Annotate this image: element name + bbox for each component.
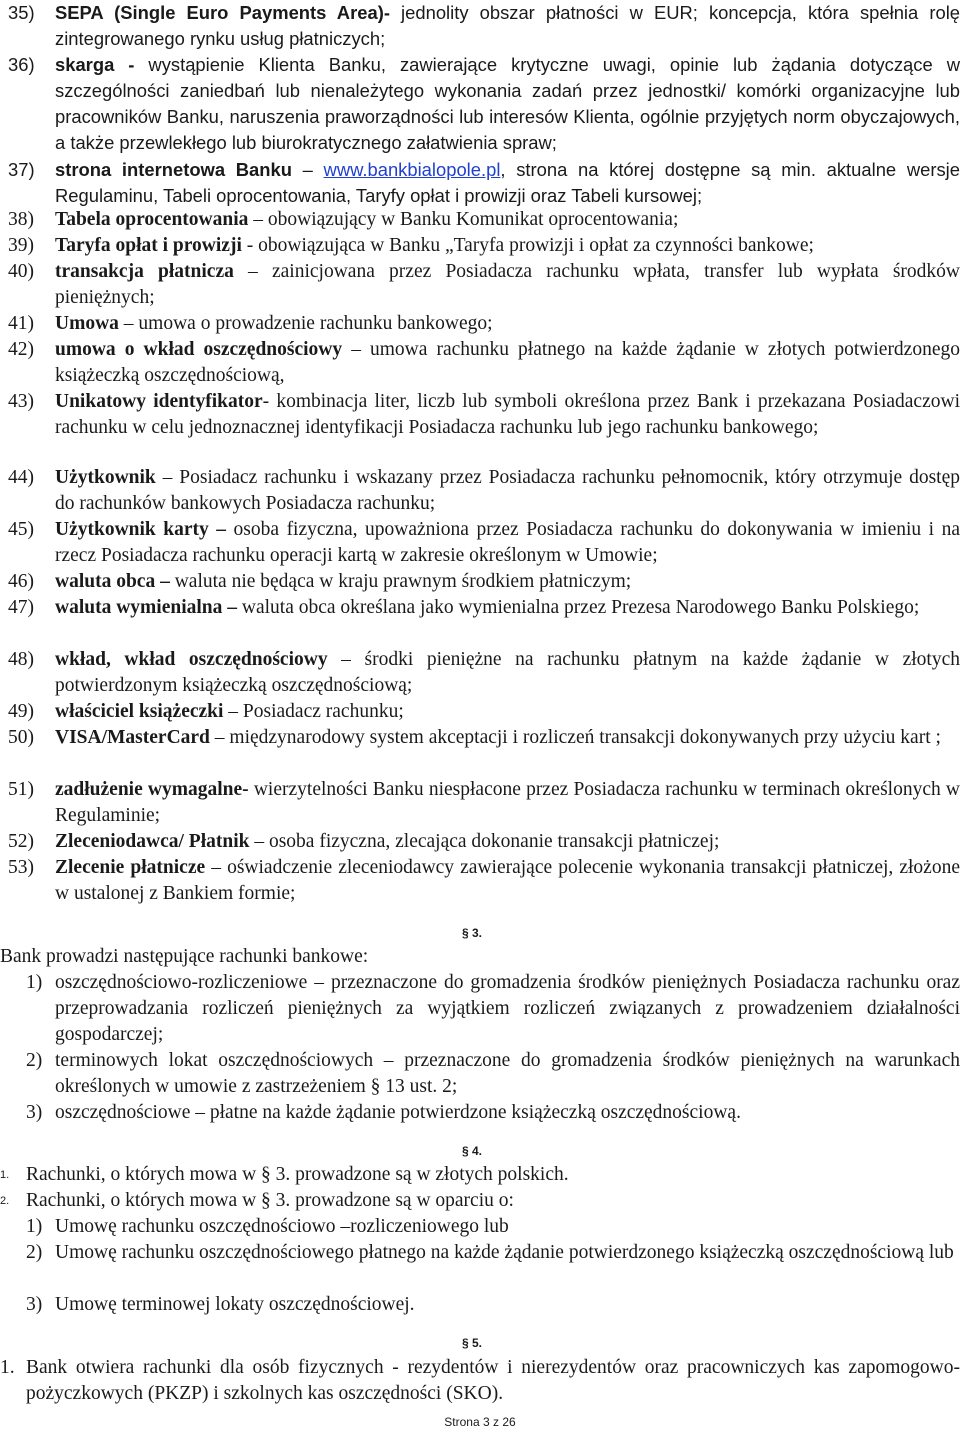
item-text: Bank otwiera rachunki dla osób fizycznych - rezydentów i nierezydentów oraz pracowniczych kas zapomogowo-pożyczkowych (PKZP) i szkolnych kas oszczędności (SKO). (26, 1357, 960, 1404)
definition-number: 48) (8, 649, 34, 670)
definition-46 (8, 569, 960, 595)
definition-36 (8, 52, 960, 156)
definition-term: skarga - (55, 54, 135, 75)
definition-number: 49) (8, 701, 34, 722)
item-text: oszczędnościowe – płatne na każde żądanie potwierdzone książeczką oszczędnościową. (55, 1102, 741, 1123)
definition-dash: – (291, 159, 324, 180)
definition-term: Użytkownik (55, 467, 156, 488)
definition-term: Zleceniodawca/ Płatnik (55, 831, 250, 852)
definition-term: wkład, wkład oszczędnościowy (55, 649, 328, 670)
page-footer: Strona 3 z 26 (444, 1415, 516, 1429)
definition-text: jednolity obszar płatności w EUR; koncepcja, która spełnia rolę zintegrowanego rynku usług płatniczych; (55, 2, 960, 49)
item-number: 1. (0, 1357, 15, 1378)
definition-text: – obowiązujący w Banku Komunikat oprocentowania; (248, 209, 679, 230)
section-5-item-1 (0, 1355, 960, 1407)
section-3-item-3 (26, 1100, 960, 1126)
definition-50 (8, 725, 960, 751)
definition-text: – zainicjowana przez Posiadacza rachunku wpłata, transfer lub wypłata środków pieniężnych; (55, 261, 960, 308)
section-4-subitem-1 (26, 1214, 960, 1240)
definition-47 (8, 595, 960, 621)
definition-term: Taryfa opłat i prowizji (55, 235, 242, 256)
section-4-subitem-3 (26, 1292, 960, 1318)
definition-term: waluta wymienialna – (55, 597, 238, 618)
item-text: oszczędnościowo-rozliczeniowe – przeznaczone do gromadzenia środków pieniężnych Posiadacza rachunku oraz przeprowadzania rozliczeń pieniężnych za wyjątkiem rozliczeń związanych z prowadzeniem działalności gospodarczej; (55, 972, 960, 1045)
definition-text: – Posiadacz rachunku i wskazany przez Posiadacza rachunku pełnomocnik, który otrzymuje dostęp do rachunków bankowych Posiadacza rachunku; (55, 467, 960, 514)
definition-text: wierzytelności Banku niespłacone przez Posiadacza rachunku w terminach określonych w Regulaminie; (55, 779, 960, 826)
item-text: terminowych lokat oszczędnościowych – przeznaczone do gromadzenia środków pieniężnych na warunkach określonych w umowie z zastrzeżeniem § 13 ust. 2; (55, 1050, 960, 1097)
definition-48 (8, 647, 960, 699)
subitem-number: 2) (26, 1242, 43, 1263)
definition-number: 53) (8, 857, 34, 878)
definition-44 (8, 465, 960, 517)
definition-42 (8, 337, 960, 389)
section-4-item-number: 2. (0, 1195, 10, 1207)
definition-term: zadłużenie wymagalne- (55, 779, 249, 800)
definition-number: 35) (8, 2, 35, 23)
definition-number: 36) (8, 54, 35, 75)
definition-text: – środki pieniężne na rachunku płatnym na każde żądanie w złotych potwierdzonym książeczką oszczędnościową; (55, 649, 960, 696)
definition-51 (8, 777, 960, 829)
section-3-item-1 (26, 970, 960, 1048)
definition-text: wystąpienie Klienta Banku, zawierające krytyczne uwagi, opinie lub żądania dotyczące w szczególności zaniedbań lub nienależytego wykonania zadań przez jednostki/ komórki organizacyjne lub pracowników Banku, naruszenia praworządności lub interesów Klienta, ogólnie przyjętych norm obyczajowych, a także przewlekłego lub biurokratycznego załatwienia spraw; (55, 54, 960, 153)
definition-52 (8, 829, 960, 855)
definition-term: waluta obca – (55, 571, 170, 592)
definition-number: 46) (8, 571, 34, 592)
definition-37 (8, 157, 960, 209)
definition-text: waluta obca określana jako wymienialna przez Prezesa Narodowego Banku Polskiego; (237, 597, 920, 618)
definition-number: 40) (8, 261, 34, 282)
definition-text: – osoba fizyczna, zlecająca dokonanie transakcji płatniczej; (249, 831, 720, 852)
definition-text: – Posiadacz rachunku; (223, 701, 404, 722)
definition-number: 42) (8, 339, 34, 360)
item-number: 1) (26, 972, 43, 993)
definition-number: 52) (8, 831, 34, 852)
definition-term: Tabela oprocentowania (55, 209, 249, 230)
definition-term: właściciel książeczki (55, 701, 224, 722)
definition-text: – umowa rachunku płatnego na każde żądanie w złotych potwierdzonego książeczką oszczędnościową, (55, 339, 960, 386)
definition-text: – umowa o prowadzenie rachunku bankowego; (118, 313, 493, 334)
definition-text: osoba fizyczna, upoważniona przez Posiadacza rachunku do dokonywania w imieniu i na rzecz Posiadacza rachunku operacji kartą w zakresie określonym w Umowie; (55, 519, 960, 566)
definition-number: 39) (8, 235, 34, 256)
definition-term: umowa o wkład oszczędnościowy (55, 339, 343, 360)
definition-text: – międzynarodowy system akceptacji i rozliczeń transakcji dokonywanych przy użyciu kart ; (209, 727, 941, 748)
section-5-heading: § 5. (462, 1336, 483, 1350)
definition-text: – oświadczenie zleceniodawcy zawierające polecenie wykonania transakcji płatniczej, złożone w ustalonej z Bankiem formie; (55, 857, 960, 904)
definition-40 (8, 259, 960, 311)
definition-number: 38) (8, 209, 34, 230)
definition-53 (8, 855, 960, 907)
definition-43 (8, 389, 960, 441)
definition-41 (8, 311, 960, 337)
definition-number: 45) (8, 519, 34, 540)
definition-term: Unikatowy identyfikator (55, 391, 263, 412)
definition-number: 47) (8, 597, 34, 618)
definition-term: Umowa (55, 313, 119, 334)
section-3-intro: Bank prowadzi następujące rachunki bankowe: (0, 946, 369, 967)
definition-term: Zlecenie płatnicze (55, 857, 206, 878)
bank-website-link[interactable]: www.bankbialopole.pl (323, 159, 501, 180)
definition-35 (8, 0, 960, 52)
definition-number: 37) (8, 159, 35, 180)
item-number: 2) (26, 1050, 43, 1071)
definition-term: strona internetowa Banku (55, 159, 292, 180)
subitem-number: 3) (26, 1294, 43, 1315)
section-4-item-1: Rachunki, o których mowa w § 3. prowadzone są w złotych polskich. (26, 1164, 569, 1185)
section-4-subitem-2 (26, 1240, 960, 1266)
definition-term: transakcja płatnicza (55, 261, 234, 282)
definition-number: 43) (8, 391, 34, 412)
item-number: 3) (26, 1102, 43, 1123)
definition-38 (8, 207, 960, 233)
definition-text: - kombinacja liter, liczb lub symboli określona przez Bank i przekazana Posiadaczowi rachunku w celu jednoznacznej identyfikacji Posiadacza rachunku lub jego rachunku bankowego; (55, 391, 960, 438)
subitem-text: Umowę rachunku oszczędnościowo –rozliczeniowego lub (55, 1216, 509, 1237)
definition-number: 50) (8, 727, 34, 748)
definition-number: 51) (8, 779, 34, 800)
definition-term: VISA/MasterCard (55, 727, 210, 748)
section-3-heading: § 3. (462, 926, 483, 940)
section-4-item-number: 1. (0, 1169, 10, 1181)
definition-49 (8, 699, 960, 725)
subitem-text: Umowę terminowej lokaty oszczędnościowej. (55, 1294, 415, 1315)
subitem-text: Umowę rachunku oszczędnościowego płatnego na każde żądanie potwierdzonego książeczką oszczędnościową lub (55, 1242, 954, 1263)
definition-number: 44) (8, 467, 34, 488)
section-3-item-2 (26, 1048, 960, 1100)
subitem-number: 1) (26, 1216, 43, 1237)
definition-text: , strona na której dostępne są min. aktualne wersje Regulaminu, Tabeli oprocentowania, Taryfy opłat i prowizji oraz Tabeli kursowej; (55, 159, 960, 206)
section-4-heading: § 4. (462, 1144, 483, 1158)
definition-39 (8, 233, 960, 259)
definition-text: waluta nie będąca w kraju prawnym środkiem płatniczym; (169, 571, 632, 592)
definition-term: Użytkownik karty – (55, 519, 227, 540)
definition-45 (8, 517, 960, 569)
definition-text: - obowiązująca w Banku „Taryfa prowizji i opłat za czynności bankowe; (241, 235, 814, 256)
section-4-item-2: Rachunki, o których mowa w § 3. prowadzone są w oparciu o: (26, 1190, 514, 1211)
definition-term: SEPA (Single Euro Payments Area)- (55, 2, 390, 23)
definition-number: 41) (8, 313, 34, 334)
